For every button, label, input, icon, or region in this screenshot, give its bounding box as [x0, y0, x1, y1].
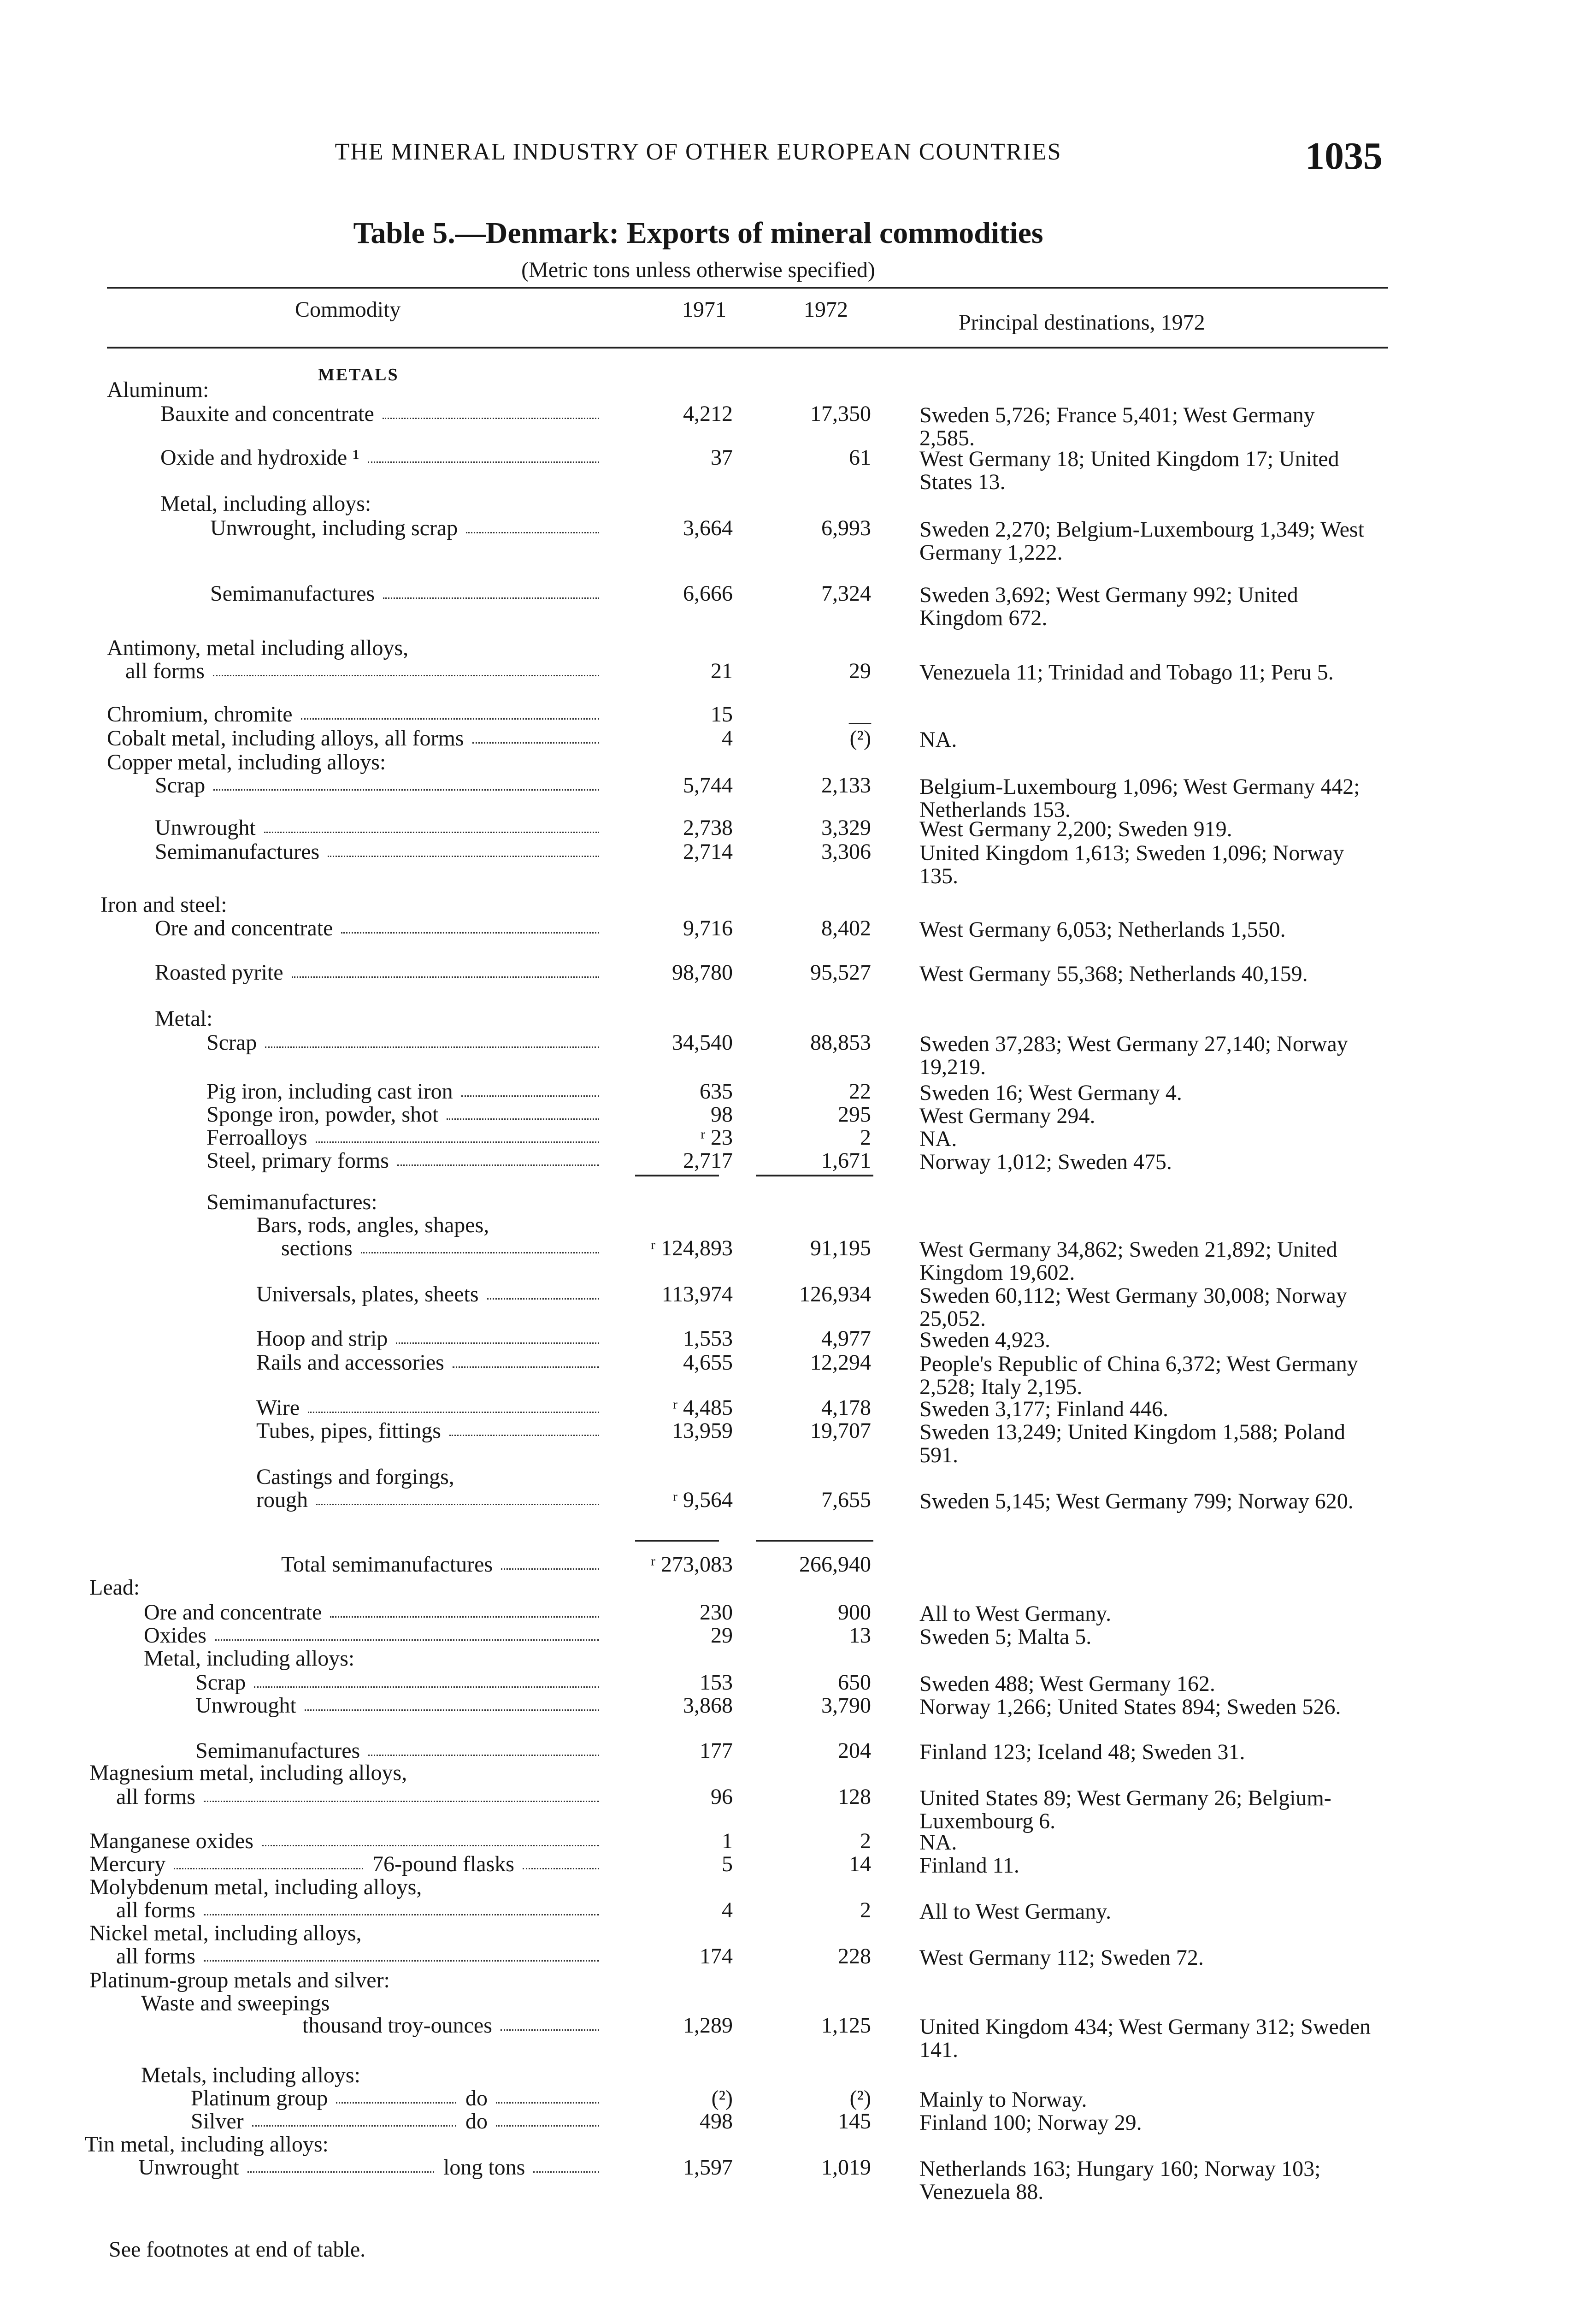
- principal-destinations: Sweden 5,726; France 5,401; West Germany 2,585.: [919, 403, 1315, 450]
- value-1971: 3,664: [683, 516, 733, 540]
- commodity-label: Metal, including alloys:: [160, 491, 371, 516]
- value-1972: 145: [838, 2109, 871, 2134]
- table-row: [0, 515, 1596, 565]
- table-row: [0, 1030, 1596, 1079]
- table-row: [0, 839, 1596, 888]
- commodity-label: Unwrought: [138, 2155, 239, 2180]
- table-row: [0, 635, 1596, 661]
- commodity-label: Steel, primary forms: [206, 1148, 389, 1173]
- value-1972: 228: [838, 1944, 871, 1968]
- table-row: [0, 1350, 1596, 1399]
- principal-destinations: United Kingdom 434; West Germany 312; Sweden 141.: [919, 2015, 1371, 2062]
- table-row: [0, 1968, 1596, 1993]
- value-1971: 37: [711, 445, 733, 470]
- commodity-label: Universals, plates, sheets: [256, 1282, 479, 1306]
- page-number: 1035: [1305, 135, 1383, 177]
- table-row: [0, 2086, 1596, 2111]
- principal-destinations: Sweden 4,923.: [919, 1328, 1050, 1352]
- table-row: [0, 2109, 1596, 2134]
- commodity-label: Semimanufactures: [195, 1738, 360, 1763]
- table-title: Table 5.—Denmark: Exports of mineral commodities: [353, 216, 1043, 250]
- principal-destinations: Sweden 60,112; West Germany 30,008; Norway 25,052.: [919, 1283, 1347, 1331]
- value-1971: 98: [711, 1102, 733, 1127]
- sum-rule: [635, 1540, 719, 1542]
- value-1972: 126,934: [799, 1282, 871, 1306]
- value-1971: 4,655: [683, 1350, 733, 1375]
- table-row: [0, 2063, 1596, 2088]
- principal-destinations: Netherlands 163; Hungary 160; Norway 103; Venezuela 88.: [919, 2157, 1321, 2204]
- commodity-label: Rails and accessories: [256, 1350, 444, 1375]
- value-1971: 9,716: [683, 916, 733, 940]
- value-1971: 174: [700, 1944, 733, 1968]
- dot-leader: [204, 1801, 599, 1803]
- dot-leader: [447, 1118, 599, 1121]
- principal-destinations: Sweden 37,283; West Germany 27,140; Norway 19,219.: [919, 1032, 1348, 1079]
- principal-destinations: All to West Germany.: [919, 1899, 1112, 1924]
- value-1971: ʳ 9,564: [672, 1488, 733, 1512]
- table-row: [0, 1784, 1596, 1833]
- dot-leader: [368, 461, 599, 464]
- value-1971: 5: [722, 1852, 733, 1876]
- principal-destinations: Sweden 13,249; United Kingdom 1,588; Poland 591.: [919, 1420, 1345, 1467]
- dot-leader: [247, 2171, 434, 2174]
- principal-destinations: Belgium-Luxembourg 1,096; West Germany 442; Netherlands 153.: [919, 774, 1360, 822]
- dot-leader: [308, 1412, 599, 1414]
- commodity-label: Total semimanufactures: [281, 1552, 493, 1577]
- sum-rule: [756, 1540, 873, 1542]
- table-row: [0, 1552, 1596, 1578]
- value-1972: 17,350: [810, 402, 871, 426]
- dot-leader: [330, 1616, 599, 1619]
- value-1972: 1,019: [821, 2155, 871, 2180]
- value-1972: 29: [849, 659, 871, 683]
- commodity-label: Scrap: [206, 1030, 257, 1055]
- column-header-destinations: Principal destinations, 1972: [959, 310, 1205, 335]
- commodity-label: Wire: [256, 1395, 300, 1420]
- table-row: [0, 377, 1596, 403]
- principal-destinations: Sweden 2,270; Belgium-Luxembourg 1,349; West Germany 1,222.: [919, 517, 1364, 565]
- value-1972: 2: [860, 1829, 871, 1853]
- dot-leader: [316, 1141, 599, 1144]
- value-1972: 91,195: [810, 1236, 871, 1260]
- table-row: [0, 1670, 1596, 1696]
- principal-destinations: Sweden 5,145; West Germany 799; Norway 620.: [919, 1489, 1354, 1513]
- value-1972: 22: [849, 1079, 871, 1104]
- commodity-label: Metals, including alloys:: [141, 2063, 360, 2087]
- value-1971: 498: [700, 2109, 733, 2134]
- value-1971: 2,714: [683, 839, 733, 864]
- dot-leader: [262, 1845, 599, 1848]
- principal-destinations: NA.: [919, 1830, 957, 1855]
- table-row: [0, 1944, 1596, 1969]
- table-row: [0, 773, 1596, 822]
- commodity-label: Tubes, pipes, fittings: [256, 1418, 441, 1443]
- dot-leader: [292, 976, 599, 979]
- value-1971: 13,959: [672, 1418, 733, 1443]
- value-1971: 4: [722, 726, 733, 751]
- principal-destinations: NA.: [919, 727, 957, 752]
- table-row: [0, 1326, 1596, 1352]
- dot-leader: [252, 2125, 456, 2128]
- value-1972: 61: [849, 445, 871, 470]
- commodity-label: Tin metal, including alloys:: [85, 2132, 329, 2157]
- table-row: [0, 726, 1596, 751]
- commodity-label: sections: [281, 1236, 353, 1260]
- dot-leader: [265, 1046, 599, 1049]
- footnote-note: See footnotes at end of table.: [109, 2237, 366, 2262]
- table-row: [0, 1646, 1596, 1672]
- principal-destinations: People's Republic of China 6,372; West Germany 2,528; Italy 2,195.: [919, 1352, 1358, 1399]
- dot-leader: [449, 1435, 599, 1437]
- table-row: [0, 1189, 1596, 1215]
- principal-destinations: All to West Germany.: [919, 1602, 1112, 1626]
- value-1972: 1,125: [821, 2013, 871, 2038]
- commodity-label: Bars, rods, angles, shapes,: [256, 1213, 489, 1237]
- dot-leader: [533, 2171, 599, 2174]
- table-row: [0, 702, 1596, 727]
- dot-leader: [383, 597, 599, 600]
- value-1971: ʳ 23: [700, 1125, 733, 1150]
- value-1972: (²): [849, 2086, 871, 2110]
- value-1971: 6,666: [683, 581, 733, 606]
- dot-leader: [341, 932, 599, 935]
- dot-leader: [383, 418, 599, 420]
- value-1972: 13: [849, 1623, 871, 1648]
- table-row: [0, 1102, 1596, 1128]
- table-row: [0, 2013, 1596, 2062]
- commodity-label: Nickel metal, including alloys,: [89, 1921, 362, 1945]
- value-1972: 4,977: [821, 1326, 871, 1351]
- table-row: [0, 1874, 1596, 1900]
- principal-destinations: Norway 1,266; United States 894; Sweden 526.: [919, 1695, 1341, 1719]
- dot-leader: [316, 1504, 599, 1507]
- column-header-1971: 1971: [682, 297, 726, 322]
- dot-leader: [204, 1960, 599, 1963]
- unit-label: 76-pound flasks: [372, 1852, 514, 1876]
- principal-destinations: United States 89; West Germany 26; Belgium-Luxembourg 6.: [919, 1786, 1331, 1833]
- table-row: [0, 401, 1596, 450]
- dot-leader: [496, 2125, 599, 2128]
- commodity-label: Platinum group: [191, 2086, 328, 2110]
- value-1971: 635: [700, 1079, 733, 1104]
- principal-destinations: Finland 100; Norway 29.: [919, 2110, 1142, 2135]
- commodity-label: Castings and forgings,: [256, 1465, 454, 1489]
- value-1971: 1,597: [683, 2155, 733, 2180]
- value-1972: 266,940: [799, 1552, 871, 1577]
- commodity-label: Copper metal, including alloys:: [107, 750, 386, 774]
- commodity-label: Scrap: [195, 1670, 246, 1695]
- column-header-1972: 1972: [804, 297, 848, 322]
- unit-label: do: [465, 2086, 488, 2110]
- table-row: [0, 1006, 1596, 1032]
- commodity-label: Cobalt metal, including alloys, all forms: [107, 726, 464, 751]
- value-1972: 7,324: [821, 581, 871, 606]
- column-header-commodity: Commodity: [295, 297, 401, 322]
- dot-leader: [523, 1868, 599, 1871]
- dot-leader: [501, 2029, 599, 2032]
- commodity-label: Antimony, metal including alloys,: [107, 636, 409, 660]
- principal-destinations: West Germany 112; Sweden 72.: [919, 1945, 1204, 1970]
- value-1972: 8,402: [821, 916, 871, 940]
- dot-leader: [305, 1709, 599, 1712]
- commodity-label: Roasted pyrite: [155, 960, 283, 985]
- table-row: [0, 2132, 1596, 2157]
- sum-rule: [756, 1175, 873, 1176]
- dot-leader: [215, 1639, 599, 1642]
- dot-leader: [397, 1164, 599, 1167]
- dot-leader: [487, 1298, 599, 1301]
- unit-label: do: [465, 2109, 488, 2134]
- value-1972: 2: [860, 1898, 871, 1922]
- table-row: [0, 815, 1596, 841]
- sum-rule: [635, 1175, 719, 1176]
- commodity-label: Ore and concentrate: [155, 916, 333, 940]
- commodity-label: all forms: [116, 1944, 195, 1968]
- dot-leader: [301, 718, 599, 721]
- dot-leader: [466, 532, 599, 535]
- value-1971: ʳ 124,893: [650, 1236, 733, 1260]
- dot-leader: [254, 1686, 599, 1689]
- value-1972: 4,178: [821, 1395, 871, 1420]
- principal-destinations: West Germany 294.: [919, 1104, 1095, 1128]
- value-1972: 3,329: [821, 816, 871, 840]
- principal-destinations: Finland 11.: [919, 1853, 1019, 1878]
- table-row: [0, 1851, 1596, 1877]
- commodity-label: Molybdenum metal, including alloys,: [89, 1875, 422, 1899]
- value-1971: 5,744: [683, 773, 733, 798]
- principal-destinations: Norway 1,012; Sweden 475.: [919, 1150, 1172, 1174]
- value-1972: 650: [838, 1670, 871, 1695]
- value-1972: 95,527: [810, 960, 871, 985]
- table-row: [0, 1418, 1596, 1467]
- value-1972: 3,790: [821, 1693, 871, 1718]
- commodity-label: Sponge iron, powder, shot: [206, 1102, 439, 1127]
- commodity-label: Chromium, chromite: [107, 702, 293, 727]
- commodity-label: Platinum-group metals and silver:: [89, 1968, 390, 1992]
- value-1971: 4: [722, 1898, 733, 1922]
- value-1971: 2,717: [683, 1148, 733, 1173]
- commodity-label: Semimanufactures: [210, 581, 375, 606]
- table-row: [0, 1235, 1596, 1285]
- principal-destinations: West Germany 34,862; Sweden 21,892; United Kingdom 19,602.: [919, 1237, 1337, 1285]
- value-1972: 14: [849, 1852, 871, 1876]
- unit-label: long tons: [443, 2155, 525, 2180]
- dot-leader: [461, 1095, 599, 1098]
- commodity-label: Aluminum:: [107, 378, 209, 402]
- dot-leader: [361, 1252, 599, 1255]
- value-1972: 2: [860, 1125, 871, 1150]
- value-1972: __: [849, 702, 871, 727]
- value-1972: 295: [838, 1102, 871, 1127]
- value-1971: 98,780: [672, 960, 733, 985]
- dot-leader: [453, 1366, 599, 1369]
- commodity-label: Scrap: [155, 773, 206, 798]
- value-1971: 4,212: [683, 402, 733, 426]
- table-row: [0, 1921, 1596, 1946]
- commodity-label: Unwrought, including scrap: [210, 516, 458, 540]
- value-1971: ʳ 4,485: [672, 1395, 733, 1420]
- table-row: [0, 1148, 1596, 1174]
- dot-leader: [204, 1914, 599, 1917]
- table-row: [0, 1282, 1596, 1331]
- table-row: [0, 491, 1596, 517]
- value-1972: 1,671: [821, 1148, 871, 1173]
- principal-destinations: West Germany 2,200; Sweden 919.: [919, 817, 1232, 841]
- principal-destinations: Sweden 5; Malta 5.: [919, 1625, 1092, 1649]
- table-row: [0, 1828, 1596, 1854]
- value-1972: 88,853: [810, 1030, 871, 1055]
- commodity-label: rough: [256, 1488, 308, 1512]
- table-row: [0, 916, 1596, 941]
- value-1971: 29: [711, 1623, 733, 1648]
- dot-leader: [396, 1342, 599, 1345]
- value-1972: 19,707: [810, 1418, 871, 1443]
- value-1971: 1,289: [683, 2013, 733, 2038]
- value-1972: 128: [838, 1785, 871, 1809]
- principal-destinations: West Germany 55,368; Netherlands 40,159.: [919, 962, 1308, 986]
- commodity-label: Iron and steel:: [100, 892, 227, 917]
- commodity-label: Oxide and hydroxide ¹: [160, 445, 359, 470]
- dot-leader: [213, 675, 599, 678]
- value-1972: 7,655: [821, 1488, 871, 1512]
- value-1971: 21: [711, 659, 733, 683]
- commodity-label: Unwrought: [155, 816, 256, 840]
- principal-destinations: NA.: [919, 1127, 957, 1151]
- value-1971: 113,974: [661, 1282, 733, 1306]
- table-row: [0, 1693, 1596, 1719]
- table-row: [0, 445, 1596, 494]
- principal-destinations: Sweden 3,692; West Germany 992; United Kingdom 672.: [919, 583, 1298, 630]
- table-row: [0, 2155, 1596, 2204]
- table-row: [0, 960, 1596, 986]
- table-row: [0, 1464, 1596, 1490]
- commodity-label: Oxides: [144, 1623, 206, 1648]
- value-1971: 153: [700, 1670, 733, 1695]
- principal-destinations: Venezuela 11; Trinidad and Tobago 11; Peru 5.: [919, 660, 1334, 685]
- section-heading: METALS: [318, 365, 399, 384]
- dot-leader: [336, 2102, 456, 2105]
- commodity-label: Ferroalloys: [206, 1125, 307, 1150]
- table-row: [0, 1395, 1596, 1421]
- commodity-label: all forms: [116, 1898, 195, 1922]
- value-1971: 15: [711, 702, 733, 727]
- value-1971: 1: [722, 1829, 733, 1853]
- dot-leader: [368, 1755, 599, 1757]
- commodity-label: Bauxite and concentrate: [160, 402, 374, 426]
- value-1972: 3,306: [821, 839, 871, 864]
- value-1972: (²): [849, 726, 871, 751]
- table-row: [0, 1623, 1596, 1649]
- value-1971: 34,540: [672, 1030, 733, 1055]
- principal-destinations: Sweden 488; West Germany 162.: [919, 1672, 1215, 1696]
- value-1972: 12,294: [810, 1350, 871, 1375]
- principal-destinations: Finland 123; Iceland 48; Sweden 31.: [919, 1740, 1245, 1764]
- value-1971: 2,738: [683, 816, 733, 840]
- table-row: [0, 1760, 1596, 1786]
- dot-leader: [264, 832, 599, 834]
- value-1971: 1,553: [683, 1326, 733, 1351]
- running-head: THE MINERAL INDUSTRY OF OTHER EUROPEAN COUNTRIES: [335, 139, 1062, 165]
- dot-leader: [472, 742, 599, 745]
- principal-destinations: Sweden 3,177; Finland 446.: [919, 1397, 1168, 1421]
- principal-destinations: Mainly to Norway.: [919, 2087, 1087, 2112]
- commodity-label: Lead:: [89, 1575, 140, 1600]
- table-row: [0, 581, 1596, 630]
- commodity-label: Hoop and strip: [256, 1326, 388, 1351]
- commodity-label: Magnesium metal, including alloys,: [89, 1761, 407, 1785]
- value-1972: 900: [838, 1600, 871, 1625]
- value-1971: 96: [711, 1785, 733, 1809]
- value-1972: 2,133: [821, 773, 871, 798]
- commodity-label: all forms: [116, 1785, 195, 1809]
- commodity-label: Metal:: [155, 1006, 213, 1031]
- table-subtitle: (Metric tons unless otherwise specified): [521, 258, 875, 282]
- dot-leader: [328, 856, 599, 858]
- value-1971: (²): [711, 2086, 733, 2110]
- value-1971: 177: [700, 1738, 733, 1763]
- value-1971: 230: [700, 1600, 733, 1625]
- commodity-label: Unwrought: [195, 1693, 296, 1718]
- commodity-label: Mercury: [89, 1852, 166, 1876]
- principal-destinations: West Germany 6,053; Netherlands 1,550.: [919, 917, 1286, 942]
- principal-destinations: United Kingdom 1,613; Sweden 1,096; Norway 135.: [919, 841, 1344, 888]
- commodity-label: Ore and concentrate: [144, 1600, 322, 1625]
- value-1971: 3,868: [683, 1693, 733, 1718]
- table-row: [0, 1600, 1596, 1625]
- commodity-label: Manganese oxides: [89, 1829, 253, 1853]
- table-row: [0, 1125, 1596, 1151]
- dot-leader: [174, 1868, 363, 1871]
- table-row: [0, 1079, 1596, 1105]
- dot-leader: [496, 2102, 599, 2105]
- commodity-label: Metal, including alloys:: [144, 1646, 355, 1671]
- table-row: [0, 1487, 1596, 1513]
- commodity-label: Waste and sweepings: [141, 1991, 330, 2015]
- principal-destinations: Sweden 16; West Germany 4.: [919, 1081, 1182, 1105]
- table-row: [0, 1897, 1596, 1923]
- value-1972: 204: [838, 1738, 871, 1763]
- dot-leader: [213, 789, 599, 792]
- table-row: [0, 892, 1596, 918]
- commodity-label: Pig iron, including cast iron: [206, 1079, 453, 1104]
- table-row: [0, 658, 1596, 684]
- principal-destinations: West Germany 18; United Kingdom 17; United States 13.: [919, 447, 1339, 494]
- commodity-label: Semimanufactures:: [206, 1190, 377, 1214]
- dot-leader: [501, 1568, 599, 1571]
- value-1971: ʳ 273,083: [650, 1552, 733, 1577]
- table-row: [0, 1575, 1596, 1601]
- table-row: [0, 750, 1596, 775]
- commodity-label: Silver: [191, 2109, 244, 2134]
- commodity-label: Semimanufactures: [155, 839, 320, 864]
- commodity-label: thousand troy-ounces: [302, 2013, 492, 2038]
- commodity-label: all forms: [125, 659, 205, 683]
- table-row: [0, 1212, 1596, 1238]
- value-1972: 6,993: [821, 516, 871, 540]
